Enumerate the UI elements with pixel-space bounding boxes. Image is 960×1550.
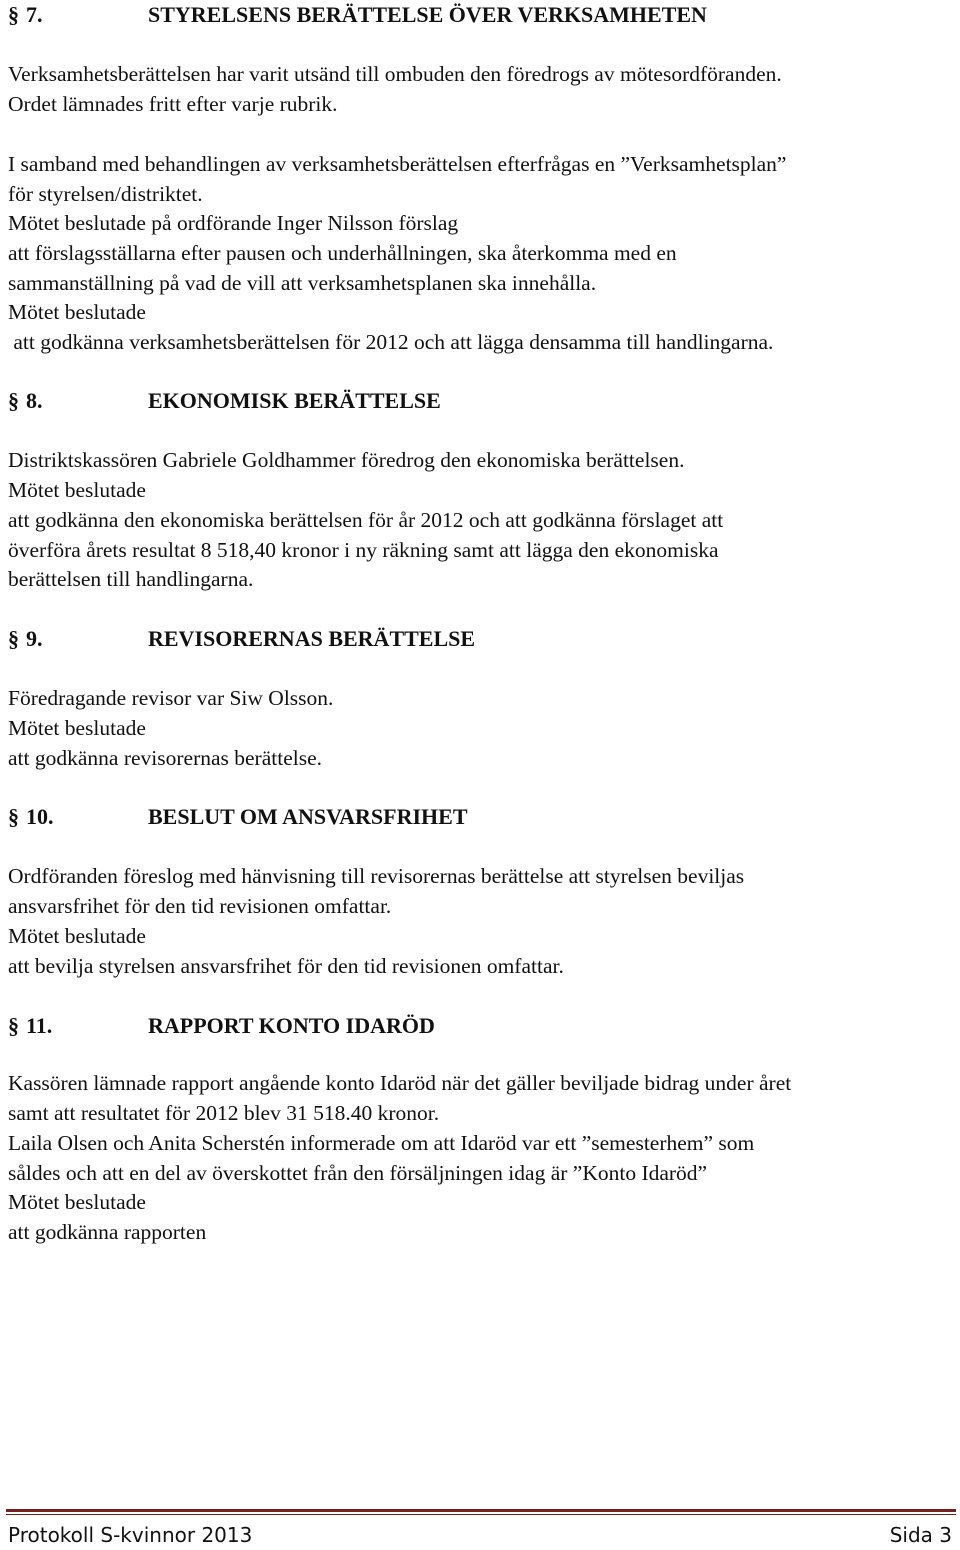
footer-page-number: Sida 3 — [889, 1523, 952, 1547]
section-number: 10. — [26, 804, 54, 829]
decision-label: Mötet beslutade — [8, 478, 146, 502]
decision-label: Mötet beslutade — [8, 924, 146, 948]
decision-text: överföra årets resultat 8 518,40 kronor i ny räkning samt att lägga den ekonomiska — [8, 538, 719, 562]
paragraph-line: för styrelsen/distriktet. — [8, 182, 203, 206]
paragraph-line: I samband med behandlingen av verksamhetsberättelsen efterfrågas en ”Verksamhetsplan” — [8, 152, 787, 176]
decision-label: Mötet beslutade — [8, 1190, 146, 1214]
paragraph-line: Laila Olsen och Anita Scherstén informerade om att Idaröd var ett ”semesterhem” som — [8, 1131, 755, 1155]
paragraph-line: Distriktskassören Gabriele Goldhammer föredrog den ekonomiska berättelsen. — [8, 448, 685, 472]
paragraph-line: ansvarsfrihet för den tid revisionen omfattar. — [8, 894, 392, 918]
section-title: RAPPORT KONTO IDARÖD — [148, 1013, 435, 1038]
paragraph-line: Mötet beslutade på ordförande Inger Nilsson förslag — [8, 211, 459, 235]
decision-text: berättelsen till handlingarna. — [8, 567, 254, 591]
paragraph-line: Ordet lämnades fritt efter varje rubrik. — [8, 92, 338, 116]
paragraph-line: Verksamhetsberättelsen har varit utsänd till ombuden den föredrogs av mötesordföranden. — [8, 62, 782, 86]
decision-text: att godkänna den ekonomiska berättelsen för år 2012 och att godkänna förslaget att — [8, 508, 724, 532]
footer-rule-thin — [6, 1514, 956, 1515]
decision-text: att godkänna verksamhetsberättelsen för 2012 och att lägga densamma till handlingarna. — [8, 330, 774, 354]
section-title: REVISORERNAS BERÄTTELSE — [148, 626, 476, 651]
paragraph-line: att förslagsställarna efter pausen och underhållningen, ska återkomma med en — [8, 241, 677, 265]
decision-label: Mötet beslutade — [8, 716, 146, 740]
paragraph-line: såldes och att en del av överskottet från den försäljningen idag är ”Konto Idaröd” — [8, 1161, 708, 1185]
section-number: 9. — [26, 626, 43, 651]
section-symbol: § — [8, 804, 19, 829]
section-number: 8. — [26, 388, 43, 413]
paragraph-line: sammanställning på vad de vill att verksamhetsplanen ska innehålla. — [8, 271, 597, 295]
section-title: BESLUT OM ANSVARSFRIHET — [148, 804, 468, 829]
decision-text: att godkänna revisorernas berättelse. — [8, 746, 323, 770]
decision-text: att bevilja styrelsen ansvarsfrihet för den tid revisionen omfattar. — [8, 954, 564, 978]
paragraph-line: samt att resultatet för 2012 blev 31 518.40 kronor. — [8, 1101, 440, 1125]
section-title: STYRELSENS BERÄTTELSE ÖVER VERKSAMHETEN — [148, 2, 707, 27]
decision-label: Mötet beslutade — [8, 300, 146, 324]
paragraph-line: Föredragande revisor var Siw Olsson. — [8, 686, 334, 710]
section-symbol: § — [8, 388, 19, 413]
paragraph-line: Ordföranden föreslog med hänvisning till revisorernas berättelse att styrelsen beviljas — [8, 864, 745, 888]
footer-document-title: Protokoll S-kvinnor 2013 — [8, 1523, 253, 1547]
section-symbol: § — [8, 1013, 19, 1038]
section-title: EKONOMISK BERÄTTELSE — [148, 388, 441, 413]
section-symbol: § — [8, 2, 19, 27]
section-symbol: § — [8, 626, 19, 651]
footer-rule-thick — [6, 1509, 956, 1512]
section-number: 7. — [26, 2, 43, 27]
decision-text: att godkänna rapporten — [8, 1220, 207, 1244]
paragraph-line: Kassören lämnade rapport angående konto Idaröd när det gäller beviljade bidrag under året — [8, 1071, 792, 1095]
section-number: 11. — [26, 1013, 53, 1038]
